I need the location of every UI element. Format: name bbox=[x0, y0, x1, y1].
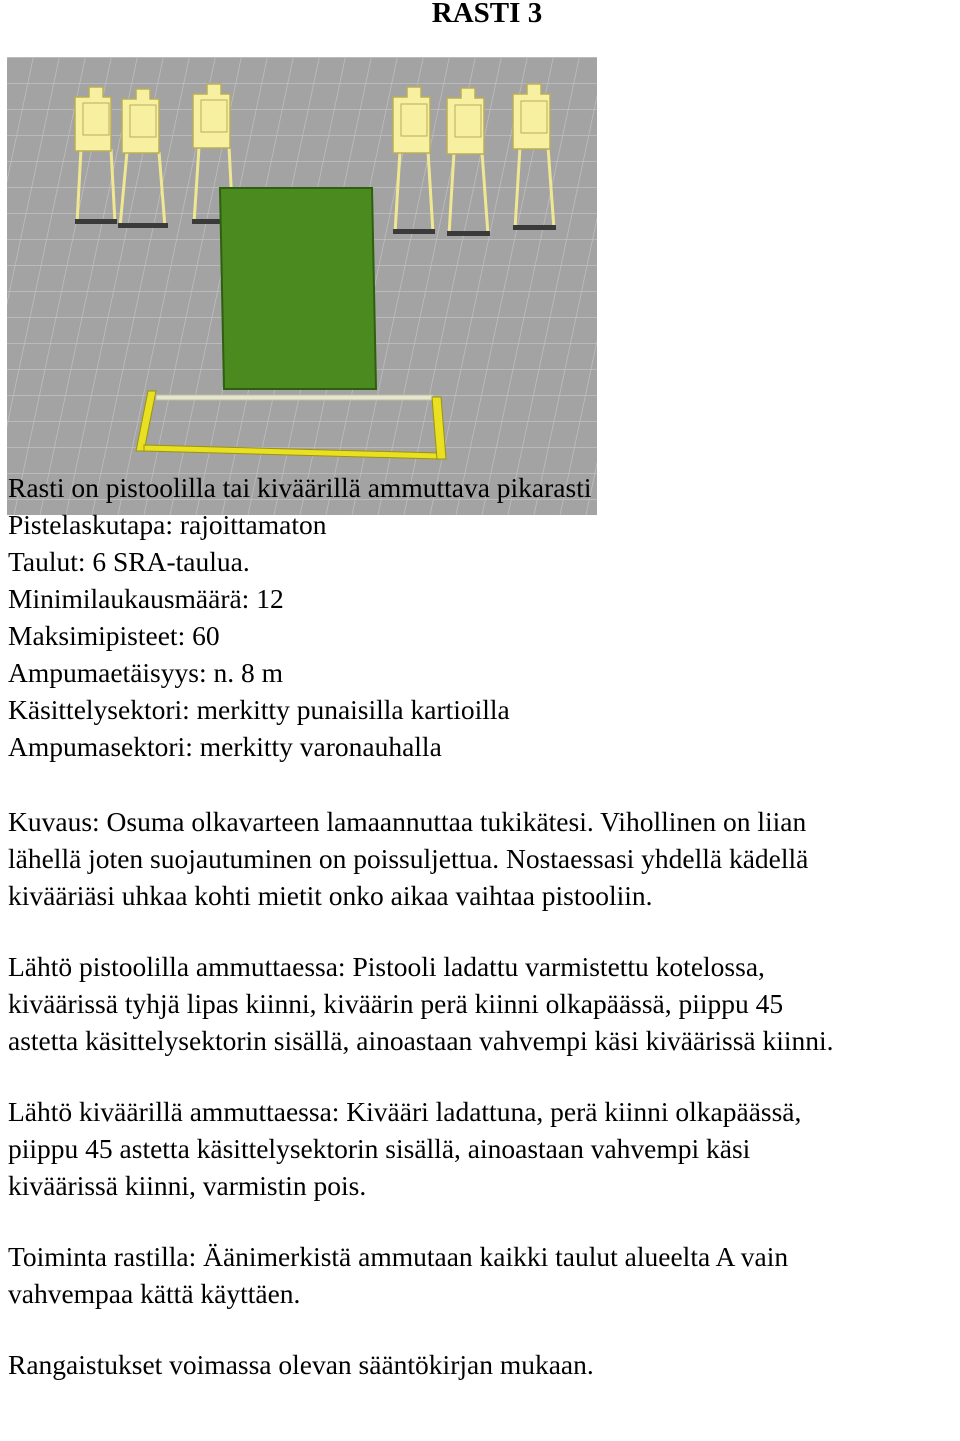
rifle-start-line-2: piippu 45 astetta käsittelysektorin sisällä, ainoastaan vahvempi käsi bbox=[8, 1133, 751, 1164]
description-line-1: Kuvaus: Osuma olkavarteen lamaannuttaa tukikätesi. Vihollinen on liian bbox=[8, 806, 807, 837]
rifle-start-line-3: kiväärissä kiinni, varmistin pois. bbox=[8, 1170, 367, 1201]
green-wall bbox=[220, 188, 376, 389]
stage-diagram bbox=[7, 57, 597, 515]
info-line-2: Pistelaskutapa: rajoittamaton bbox=[8, 509, 327, 540]
info-line-8: Ampumasektori: merkitty varonauhalla bbox=[8, 731, 442, 762]
penalties-line: Rangaistukset voimassa olevan sääntökirjan mukaan. bbox=[8, 1349, 594, 1380]
info-line-1: Rasti on pistoolilla tai kiväärillä ammuttava pikarasti bbox=[8, 472, 592, 503]
action-line-1: Toiminta rastilla: Äänimerkistä ammutaan kaikki taulut alueelta A vain bbox=[8, 1241, 789, 1272]
page-title: RASTI 3 bbox=[431, 0, 543, 29]
description-line-2: lähellä joten suojautuminen on poissuljettua. Nostaessasi yhdellä kädellä bbox=[8, 843, 809, 874]
action-line-2: vahvempaa kättä käyttäen. bbox=[8, 1278, 301, 1309]
info-line-4: Minimilaukausmäärä: 12 bbox=[8, 583, 284, 614]
rifle-start-line-1: Lähtö kiväärillä ammuttaessa: Kivääri ladattuna, perä kiinni olkapäässä, bbox=[8, 1096, 802, 1127]
info-line-7: Käsittelysektori: merkitty punaisilla kartioilla bbox=[8, 694, 510, 725]
description-line-3: kivääriäsi uhkaa kohti mietit onko aikaa vaihtaa pistooliin. bbox=[8, 880, 653, 911]
info-line-5: Maksimipisteet: 60 bbox=[8, 620, 220, 651]
pistol-start-line-1: Lähtö pistoolilla ammuttaessa: Pistooli ladattu varmistettu kotelossa, bbox=[8, 951, 765, 982]
pistol-start-line-2: kiväärissä tyhjä lipas kiinni, kiväärin perä kiinni olkapäässä, piippu 45 bbox=[8, 988, 784, 1019]
pistol-start-line-3: astetta käsittelysektorin sisällä, ainoastaan vahvempi käsi kiväärissä kiinni. bbox=[8, 1025, 834, 1056]
info-line-6: Ampumaetäisyys: n. 8 m bbox=[8, 657, 283, 688]
info-line-3: Taulut: 6 SRA-taulua. bbox=[8, 546, 250, 577]
